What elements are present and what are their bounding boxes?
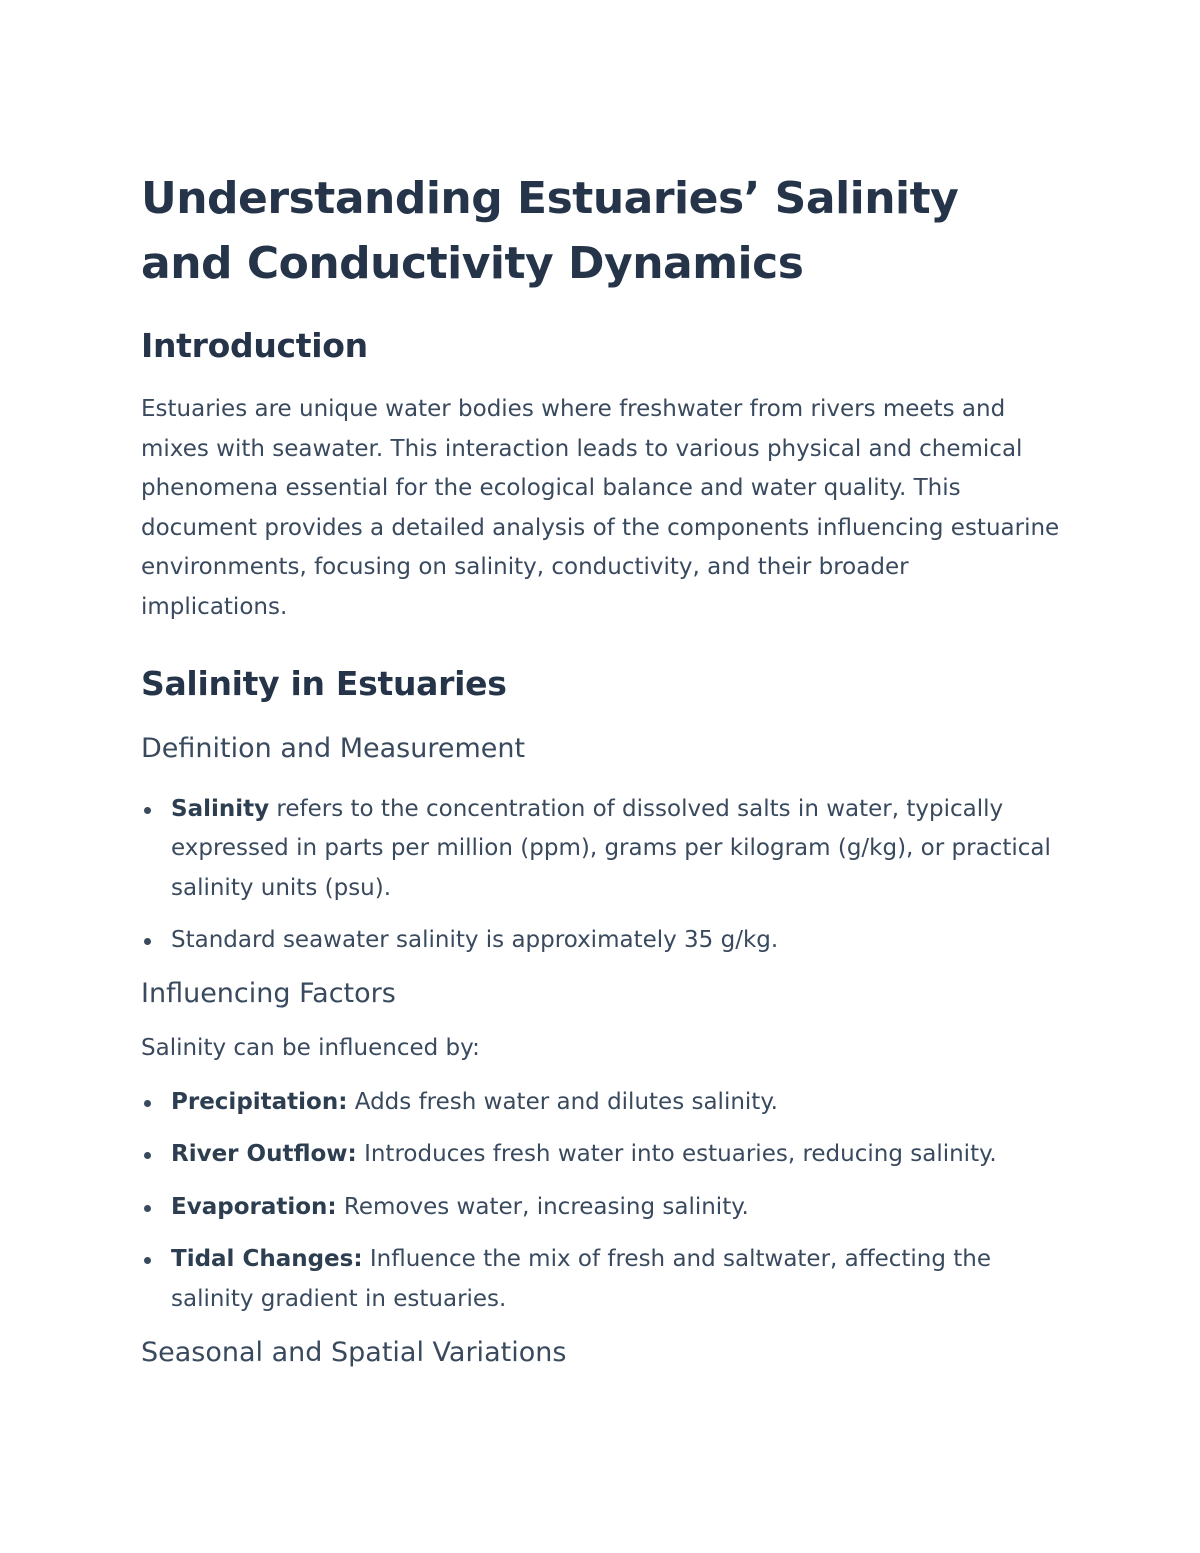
variations-heading: Seasonal and Spatial Variations: [141, 1336, 567, 1368]
introduction-heading: Introduction: [141, 326, 368, 365]
list-item-term: River Outflow:: [171, 1141, 357, 1168]
list-item-text: Adds fresh water and dilutes salinity.: [347, 1088, 778, 1115]
list-item: [141, 921, 1061, 961]
list-item: [141, 1240, 1061, 1319]
list-item: [141, 1083, 1061, 1123]
list-item: [141, 1135, 1061, 1175]
salinity-heading: Salinity in Estuaries: [141, 663, 507, 703]
factors-list: [141, 1083, 1061, 1320]
bullet-icon: [144, 1205, 151, 1212]
list-item-term: Evaporation:: [171, 1193, 337, 1220]
definition-list: [141, 790, 1061, 961]
bullet-icon: [144, 1152, 151, 1159]
list-item-text: Introduces fresh water into estuaries, reducing salinity.: [356, 1141, 997, 1168]
definition-heading: Definition and Measurement: [141, 732, 526, 764]
introduction-paragraph: Estuaries are unique water bodies where freshwater from rivers meets and mixes with seawater. This interaction leads to various physical and chemical phenomena essential for the ecological balance and water quality. This document provides a detailed analysis of the components influencing estuarine environments, focusing on salinity, conductivity, and their broader implications.: [141, 396, 1060, 620]
list-item-term: Salinity: [171, 795, 270, 822]
list-item-term: Tidal Changes:: [171, 1246, 363, 1273]
bullet-icon: [144, 1100, 151, 1107]
list-item-text: refers to the concentration of dissolved salts in water, typically expressed in parts per million (ppm), grams per kilogram (g/kg), or practical salinity units (psu).: [171, 795, 1051, 901]
factors-heading: Influencing Factors: [141, 977, 396, 1009]
bullet-icon: [144, 807, 151, 814]
document-title: Understanding Estuaries’ Salinity and Conductivity Dynamics: [141, 173, 959, 289]
factors-intro: Salinity can be influenced by:: [141, 1034, 480, 1061]
document-page: [141, 166, 1061, 1372]
list-item-term: Precipitation:: [171, 1088, 348, 1115]
list-item-text: Removes water, increasing salinity.: [336, 1193, 749, 1220]
bullet-icon: [144, 938, 151, 945]
bullet-icon: [144, 1257, 151, 1264]
list-item-text: Standard seawater salinity is approximately 35 g/kg.: [171, 927, 779, 954]
list-item: [141, 1188, 1061, 1228]
list-item-text: Influence the mix of fresh and saltwater, affecting the salinity gradient in estuaries.: [171, 1246, 992, 1312]
list-item: [141, 790, 1061, 909]
